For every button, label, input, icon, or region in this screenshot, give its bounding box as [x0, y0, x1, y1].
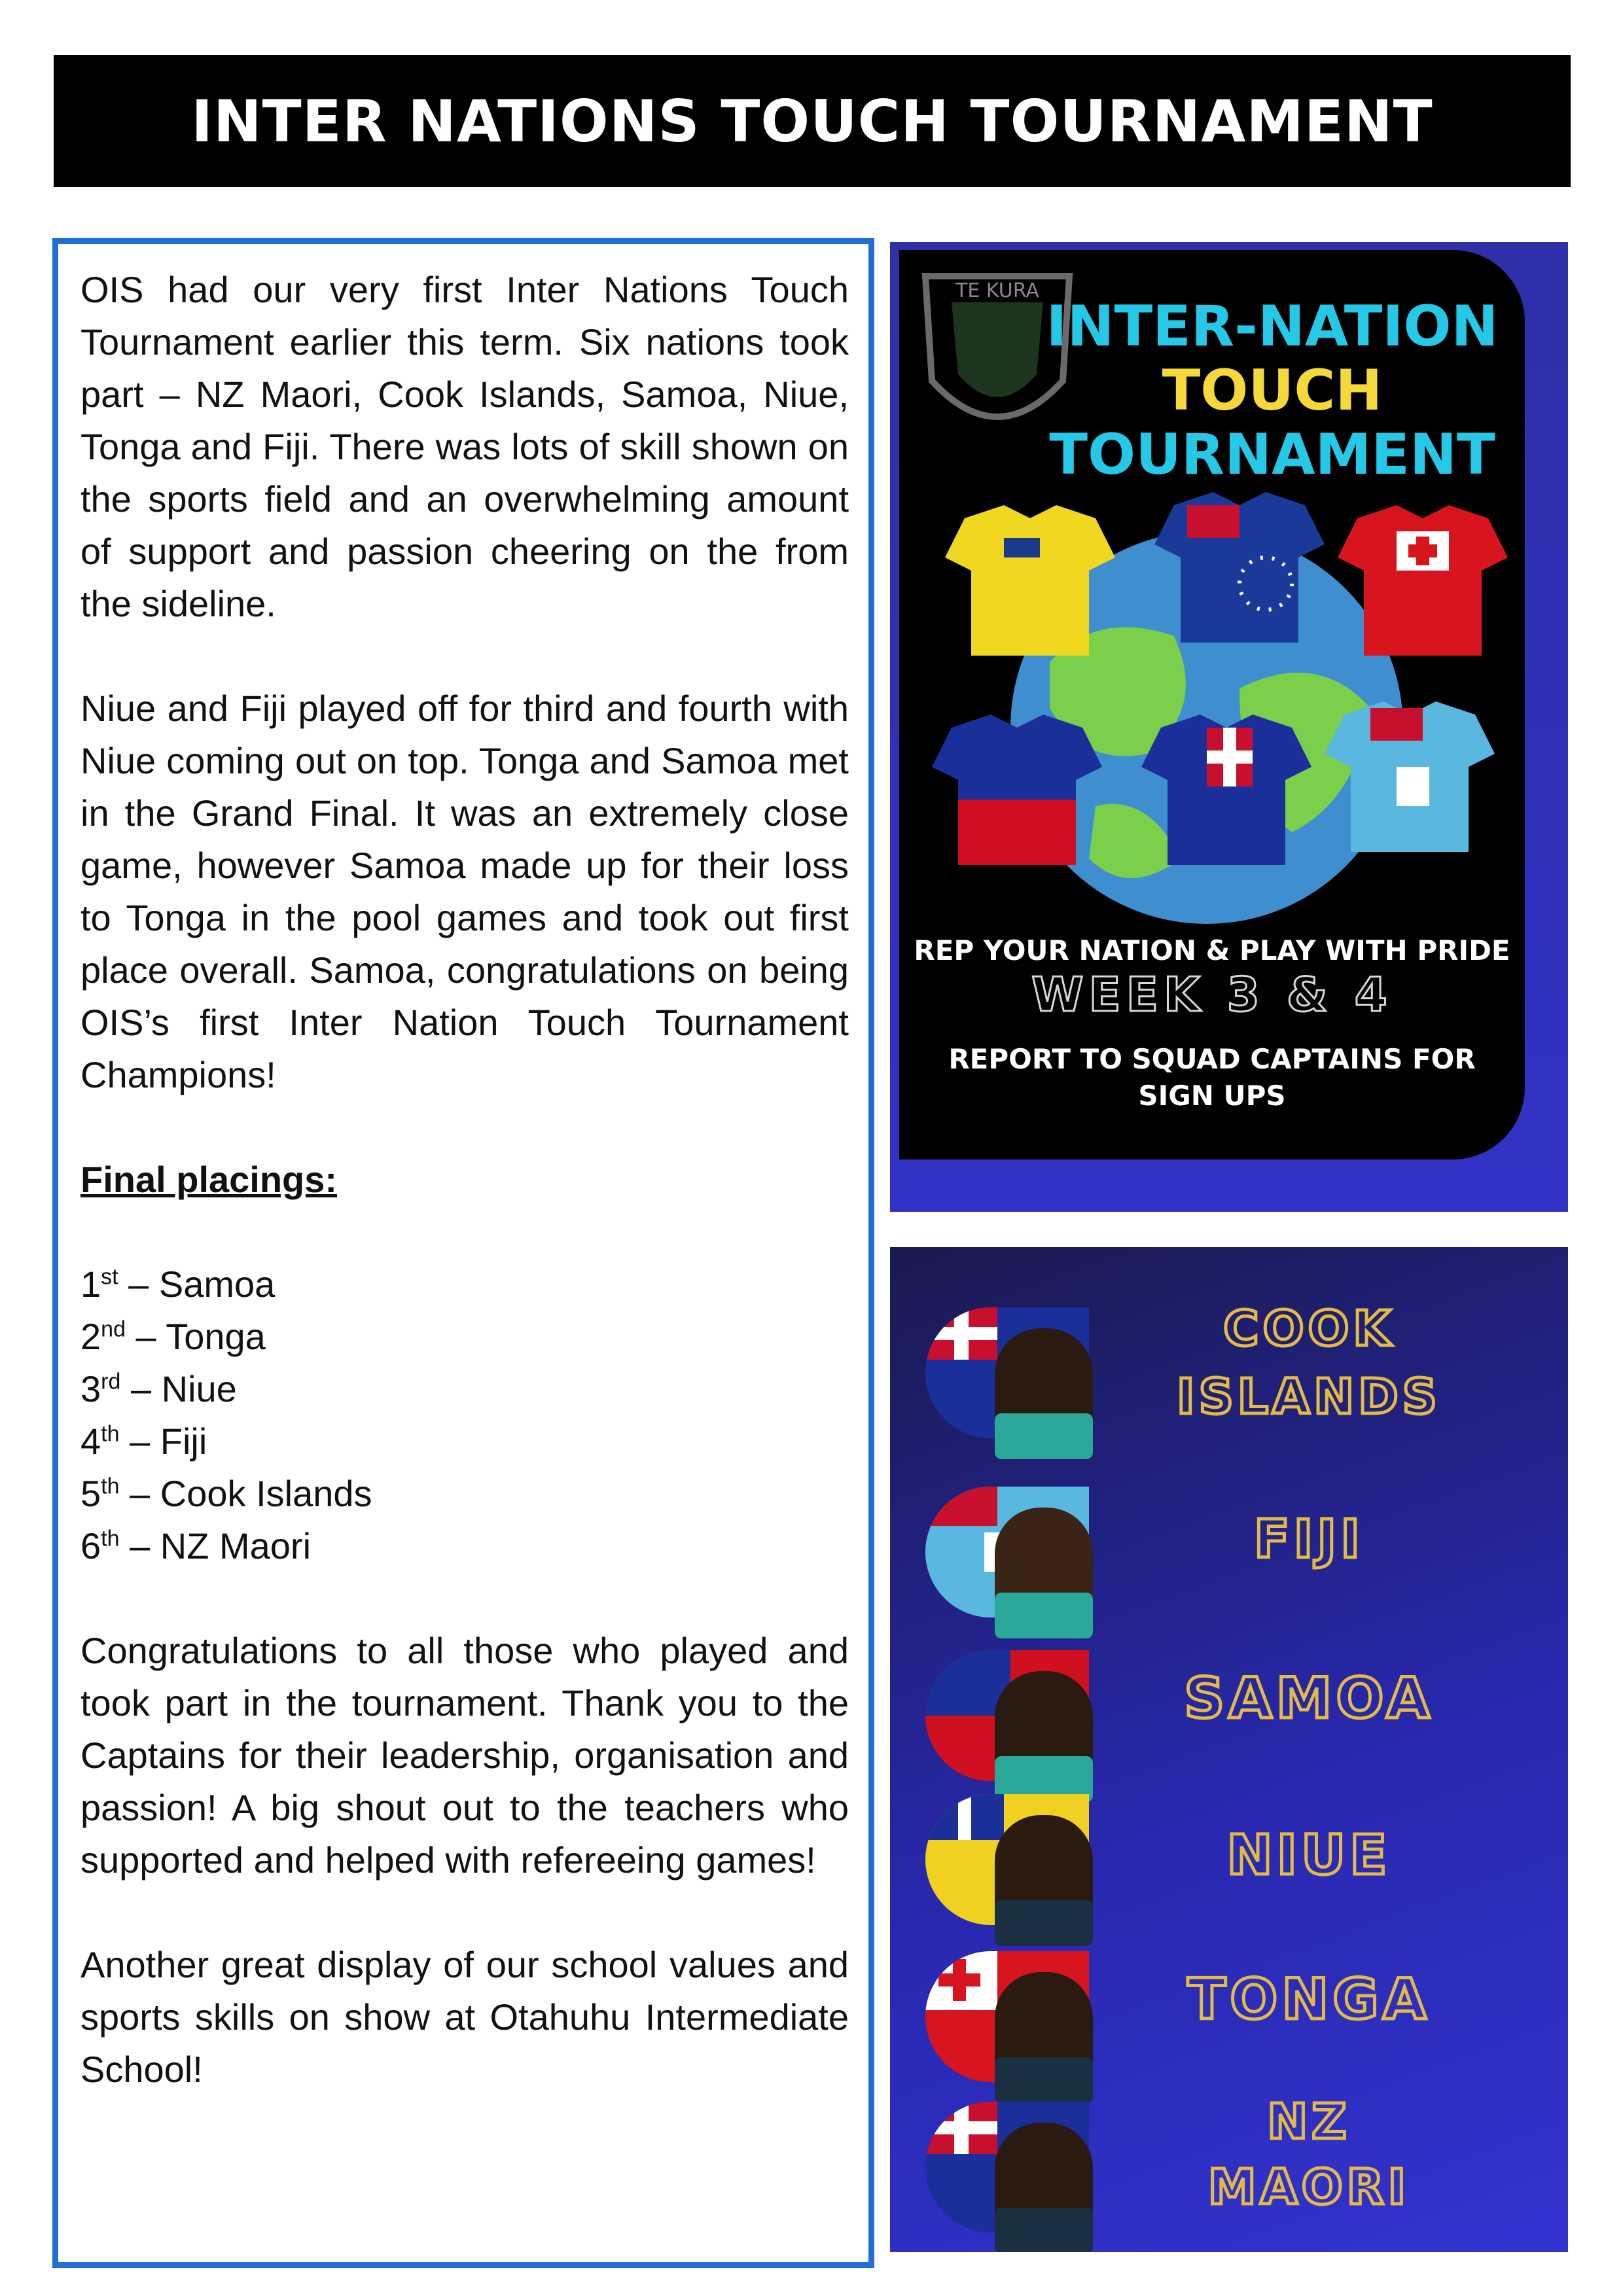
- poster-signup-line-2: SIGN UPS: [1138, 1080, 1286, 1112]
- roster-row-niue: NIUE: [890, 1790, 1568, 1954]
- list-item: 6th – NZ Maori: [80, 1525, 312, 1566]
- list-item: 3rd – Niue: [80, 1368, 237, 1409]
- globe-and-jerseys-illustration: [899, 492, 1525, 950]
- tournament-poster: [890, 242, 1568, 1212]
- placings-heading: Final placings:: [80, 1159, 338, 1200]
- roster-row-samoa: SAMOA: [890, 1646, 1568, 1810]
- article-box: [52, 238, 874, 2268]
- poster-title: INTER-NATION TOUCH TOURNAMENT: [1046, 294, 1499, 487]
- poster-weeks: WEEK 3 & 4: [1031, 967, 1393, 1022]
- roster-row-tonga: TONGA: [890, 1947, 1568, 2111]
- poster-card: [899, 250, 1525, 1159]
- roster-row-fiji: FIJI: [890, 1483, 1568, 1646]
- svg-text:TE KURA: TE KURA: [955, 279, 1039, 302]
- poster-tagline: REP YOUR NATION & PLAY WITH PRIDE: [914, 934, 1510, 966]
- captains-roster-poster: [890, 1247, 1568, 2252]
- roster-row-nz-maori: NZ MAORI: [890, 2098, 1568, 2252]
- page-title: INTER NATIONS TOUCH TOURNAMENT: [191, 87, 1433, 155]
- list-item: 2nd – Tonga: [80, 1316, 266, 1357]
- list-item: 5th – Cook Islands: [80, 1473, 372, 1514]
- list-item: 4th – Fiji: [80, 1421, 207, 1462]
- list-item: 1st – Samoa: [80, 1263, 276, 1305]
- title-banner: [54, 55, 1571, 187]
- placings-list: [80, 1258, 849, 1572]
- article-paragraph-intro: OIS had our very first Inter Nations Touch Tournament earlier this term. Six nations took part – NZ Maori, Cook Islands, Samoa, Niue, Tonga and Fiji. There was lots of skill shown on the sports field and an overwhelming amount of support and passion cheering on the from the sideline.: [80, 269, 849, 624]
- roster-row-cook-islands: COOK ISLANDS: [890, 1303, 1568, 1467]
- article-paragraph-results: Niue and Fiji played off for third and fourth with Niue coming out on top. Tonga and Samoa met in the Grand Final. It was an extremely close game, however Samoa made up for their loss to Tonga in the pool games and took out first place overall. Samoa, congratulations on being OIS’s first Inter Nation Touch Tournament Champions!: [80, 688, 849, 1095]
- article-paragraph-thanks: Congratulations to all those who played and took part in the tournament. Thank you to the Captains for their leadership, organisation and passion! A big shout out to the teachers who supported and helped with refereeing games!: [80, 1630, 849, 1881]
- poster-signup-line-1: REPORT TO SQUAD CAPTAINS FOR: [948, 1043, 1476, 1075]
- article-paragraph-closing: Another great display of our school values and sports skills on show at Otahuhu Intermediate School!: [80, 1944, 849, 2090]
